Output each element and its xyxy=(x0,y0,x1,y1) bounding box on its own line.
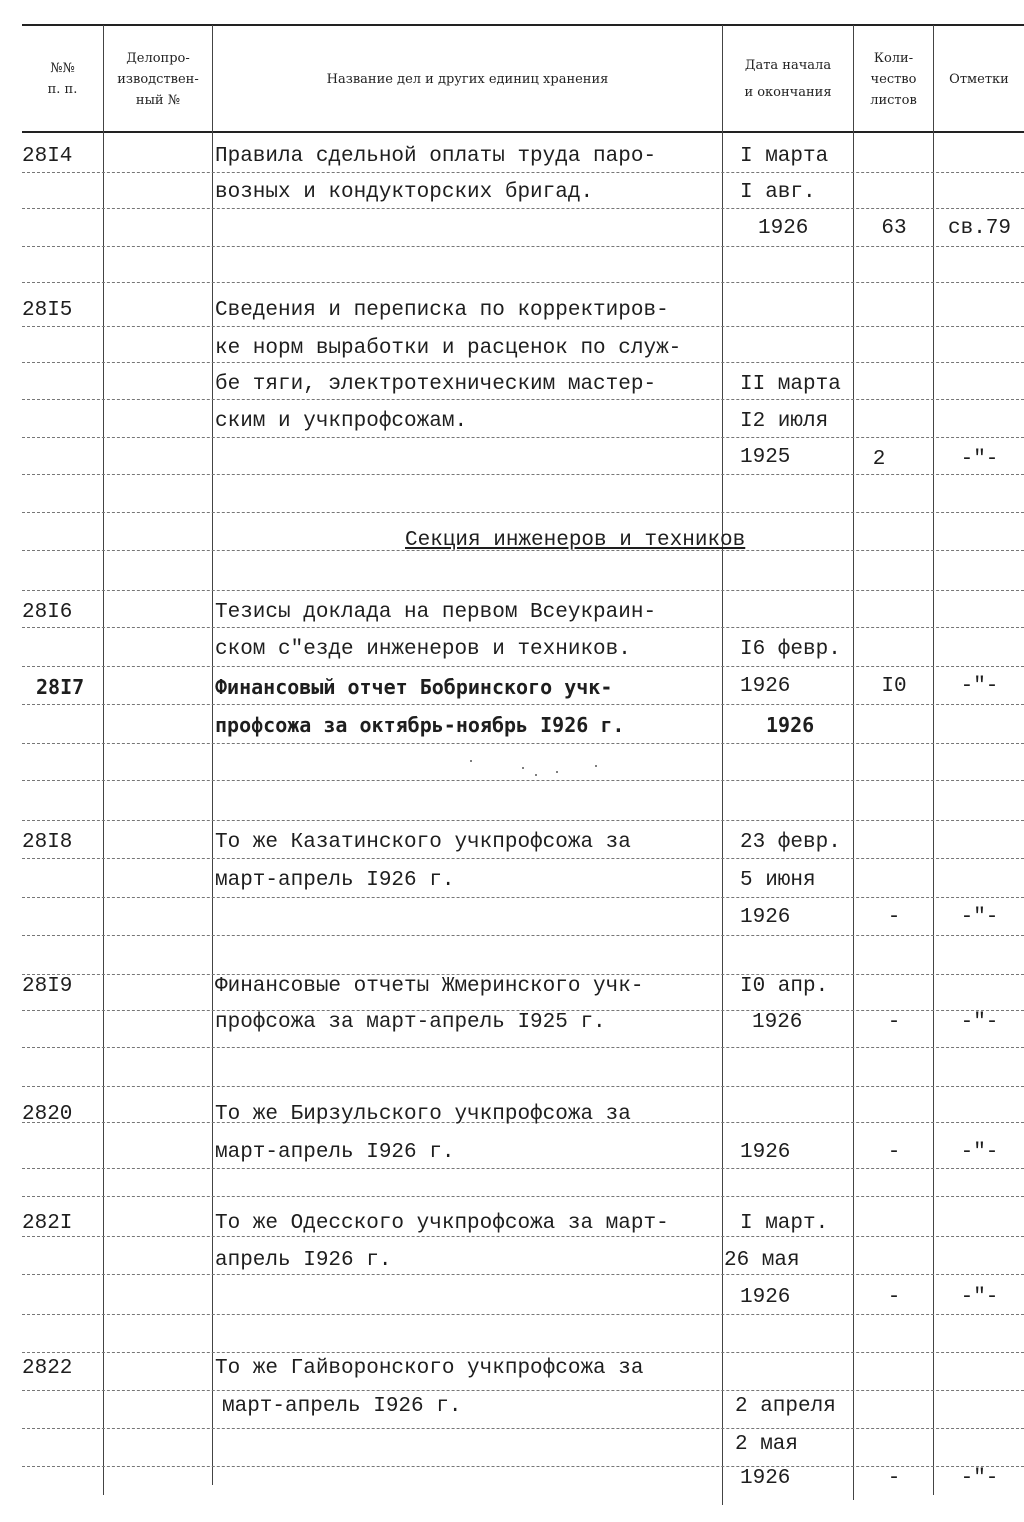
record-title-line: возных и кондукторских бригад. xyxy=(215,181,594,204)
row-rule xyxy=(22,1274,1024,1275)
row-rule xyxy=(22,780,1024,781)
record-date: 23 февр. xyxy=(740,831,841,854)
record-marks: -"- xyxy=(960,448,999,471)
record-marks: -"- xyxy=(960,675,999,698)
record-sheets: - xyxy=(887,1286,901,1309)
row-rule xyxy=(22,897,1024,898)
record-number: 2820 xyxy=(22,1103,73,1126)
record-title-line: март-апрель I926 г. xyxy=(215,869,455,892)
record-marks: св.79 xyxy=(947,217,1011,240)
row-rule xyxy=(22,246,1024,247)
record-date: 1926 xyxy=(740,1141,791,1164)
record-date: 1926 xyxy=(740,675,791,698)
header-col-title xyxy=(213,30,722,128)
row-rule xyxy=(22,282,1024,283)
table-top-border xyxy=(22,24,1024,26)
row-rule xyxy=(22,1168,1024,1169)
record-date: I0 апр. xyxy=(740,975,829,998)
record-date: 1926 xyxy=(740,1286,791,1309)
record-number: 28I9 xyxy=(22,975,73,998)
record-title-line: апрель I926 г. xyxy=(215,1249,392,1272)
record-sheets: - xyxy=(887,1141,901,1164)
record-sheets: - xyxy=(887,906,901,929)
record-date: 1926 xyxy=(758,217,809,240)
record-title-line: март-апрель I926 г. xyxy=(215,1141,455,1164)
record-title-line: То же Казатинского учкпрофсожа за xyxy=(215,831,631,854)
header-text: п. п. xyxy=(47,82,78,97)
record-title-line: Сведения и переписка по корректиров- xyxy=(215,299,669,322)
column-divider xyxy=(212,25,213,1485)
header-col-number xyxy=(22,30,103,128)
row-rule xyxy=(22,743,1024,744)
record-title-line: То же Гайворонского учкпрофсожа за xyxy=(215,1357,644,1380)
header-text: изводствен- xyxy=(117,71,199,87)
record-date: 1925 xyxy=(740,446,791,469)
row-rule xyxy=(22,1086,1024,1087)
section-title: Секция инженеров и техников xyxy=(405,529,746,552)
record-title-line: Финансовый отчет Бобринского учк- xyxy=(215,675,613,699)
record-date: I6 февр. xyxy=(740,638,841,661)
record-date: 1926 xyxy=(740,1467,791,1490)
header-col-marks xyxy=(934,30,1024,128)
scan-speck xyxy=(595,765,597,767)
record-date: 1926 xyxy=(740,906,791,929)
record-title-line: Тезисы доклада на первом Всеукраин- xyxy=(215,601,657,624)
record-date: 2 апреля xyxy=(735,1395,836,1418)
record-marks: -"- xyxy=(960,1286,999,1309)
header-text: №№ xyxy=(50,61,75,76)
record-sheets: - xyxy=(887,1011,901,1034)
row-rule xyxy=(22,820,1024,821)
record-date: 5 июня xyxy=(740,869,816,892)
record-date: 26 мая xyxy=(724,1249,800,1272)
scan-speck xyxy=(535,774,537,776)
record-marks: -"- xyxy=(960,1467,999,1490)
header-bottom-border xyxy=(22,131,1024,133)
header-text: Коли- xyxy=(873,50,914,66)
row-rule xyxy=(22,208,1024,209)
row-rule xyxy=(22,1314,1024,1315)
record-title-line: профсожа за март-апрель I925 г. xyxy=(215,1011,606,1034)
row-rule xyxy=(22,437,1024,438)
row-rule xyxy=(22,1428,1024,1429)
record-title-line: ском с"езде инженеров и техников. xyxy=(215,638,631,661)
row-rule xyxy=(22,512,1024,513)
row-rule xyxy=(22,1196,1024,1197)
record-title-line: март-апрель I926 г. xyxy=(222,1395,462,1418)
row-rule xyxy=(22,666,1024,667)
record-title-line: бе тяги, электротехническим мастер- xyxy=(215,373,657,396)
row-rule xyxy=(22,858,1024,859)
record-sheets: - xyxy=(887,1467,901,1490)
record-title-line: Правила сдельной оплаты труда паро- xyxy=(215,145,657,168)
row-rule xyxy=(22,590,1024,591)
record-number: 2822 xyxy=(22,1357,73,1380)
record-title-line: профсожа за октябрь-ноябрь I926 г. xyxy=(215,713,625,737)
header-col-sheets xyxy=(854,30,933,128)
row-rule xyxy=(22,1352,1024,1353)
record-marks: -"- xyxy=(960,1141,999,1164)
row-rule xyxy=(22,1390,1024,1391)
row-rule xyxy=(22,1047,1024,1048)
record-title-line: Финансовые отчеты Жмеринского учк- xyxy=(215,975,644,998)
record-number: 28I6 xyxy=(22,601,73,624)
record-date: 1926 xyxy=(752,1011,803,1034)
header-text: Отметки xyxy=(949,71,1009,87)
record-marks: -"- xyxy=(960,1011,999,1034)
record-title-line: То же Одесского учкпрофсожа за март- xyxy=(215,1212,669,1235)
record-date: I авг. xyxy=(740,181,816,204)
header-text: и окончания xyxy=(744,85,832,100)
header-text: ный № xyxy=(135,92,181,108)
record-title-line: ке норм выработки и расценок по служ- xyxy=(215,337,682,360)
record-date: II марта xyxy=(740,373,841,396)
record-date: 1926 xyxy=(766,713,815,737)
record-number: 28I5 xyxy=(22,299,73,322)
record-sheets: I0 xyxy=(881,675,907,698)
column-divider xyxy=(722,25,723,1505)
header-text: Название дел и других единиц хранения xyxy=(326,71,609,87)
record-sheets: 2 xyxy=(872,448,886,471)
header-text: Делопро- xyxy=(126,50,190,66)
row-rule xyxy=(22,935,1024,936)
record-title-line: То же Бирзульского учкпрофсожа за xyxy=(215,1103,631,1126)
header-text: листов xyxy=(870,92,917,108)
record-title-line: ским и учкпрофсожам. xyxy=(215,410,468,433)
record-number: 28I7 xyxy=(36,675,85,699)
record-date: 2 мая xyxy=(735,1433,799,1456)
record-marks: -"- xyxy=(960,906,999,929)
record-date: I марта xyxy=(740,145,829,168)
header-col-dates xyxy=(723,30,853,128)
scan-speck xyxy=(556,771,558,773)
record-number: 28I8 xyxy=(22,831,73,854)
record-sheets: 63 xyxy=(881,217,907,240)
row-rule xyxy=(22,172,1024,173)
scan-speck xyxy=(522,767,524,769)
record-number: 282I xyxy=(22,1212,73,1235)
header-col-office-number xyxy=(104,30,212,128)
row-rule xyxy=(22,704,1024,705)
header-text: Дата начала xyxy=(744,58,832,73)
record-date: I2 июля xyxy=(740,410,829,433)
header-text: чество xyxy=(870,71,917,87)
scan-speck xyxy=(470,760,472,762)
record-number: 28I4 xyxy=(22,145,73,168)
record-date: I март. xyxy=(740,1212,829,1235)
row-rule xyxy=(22,326,1024,327)
